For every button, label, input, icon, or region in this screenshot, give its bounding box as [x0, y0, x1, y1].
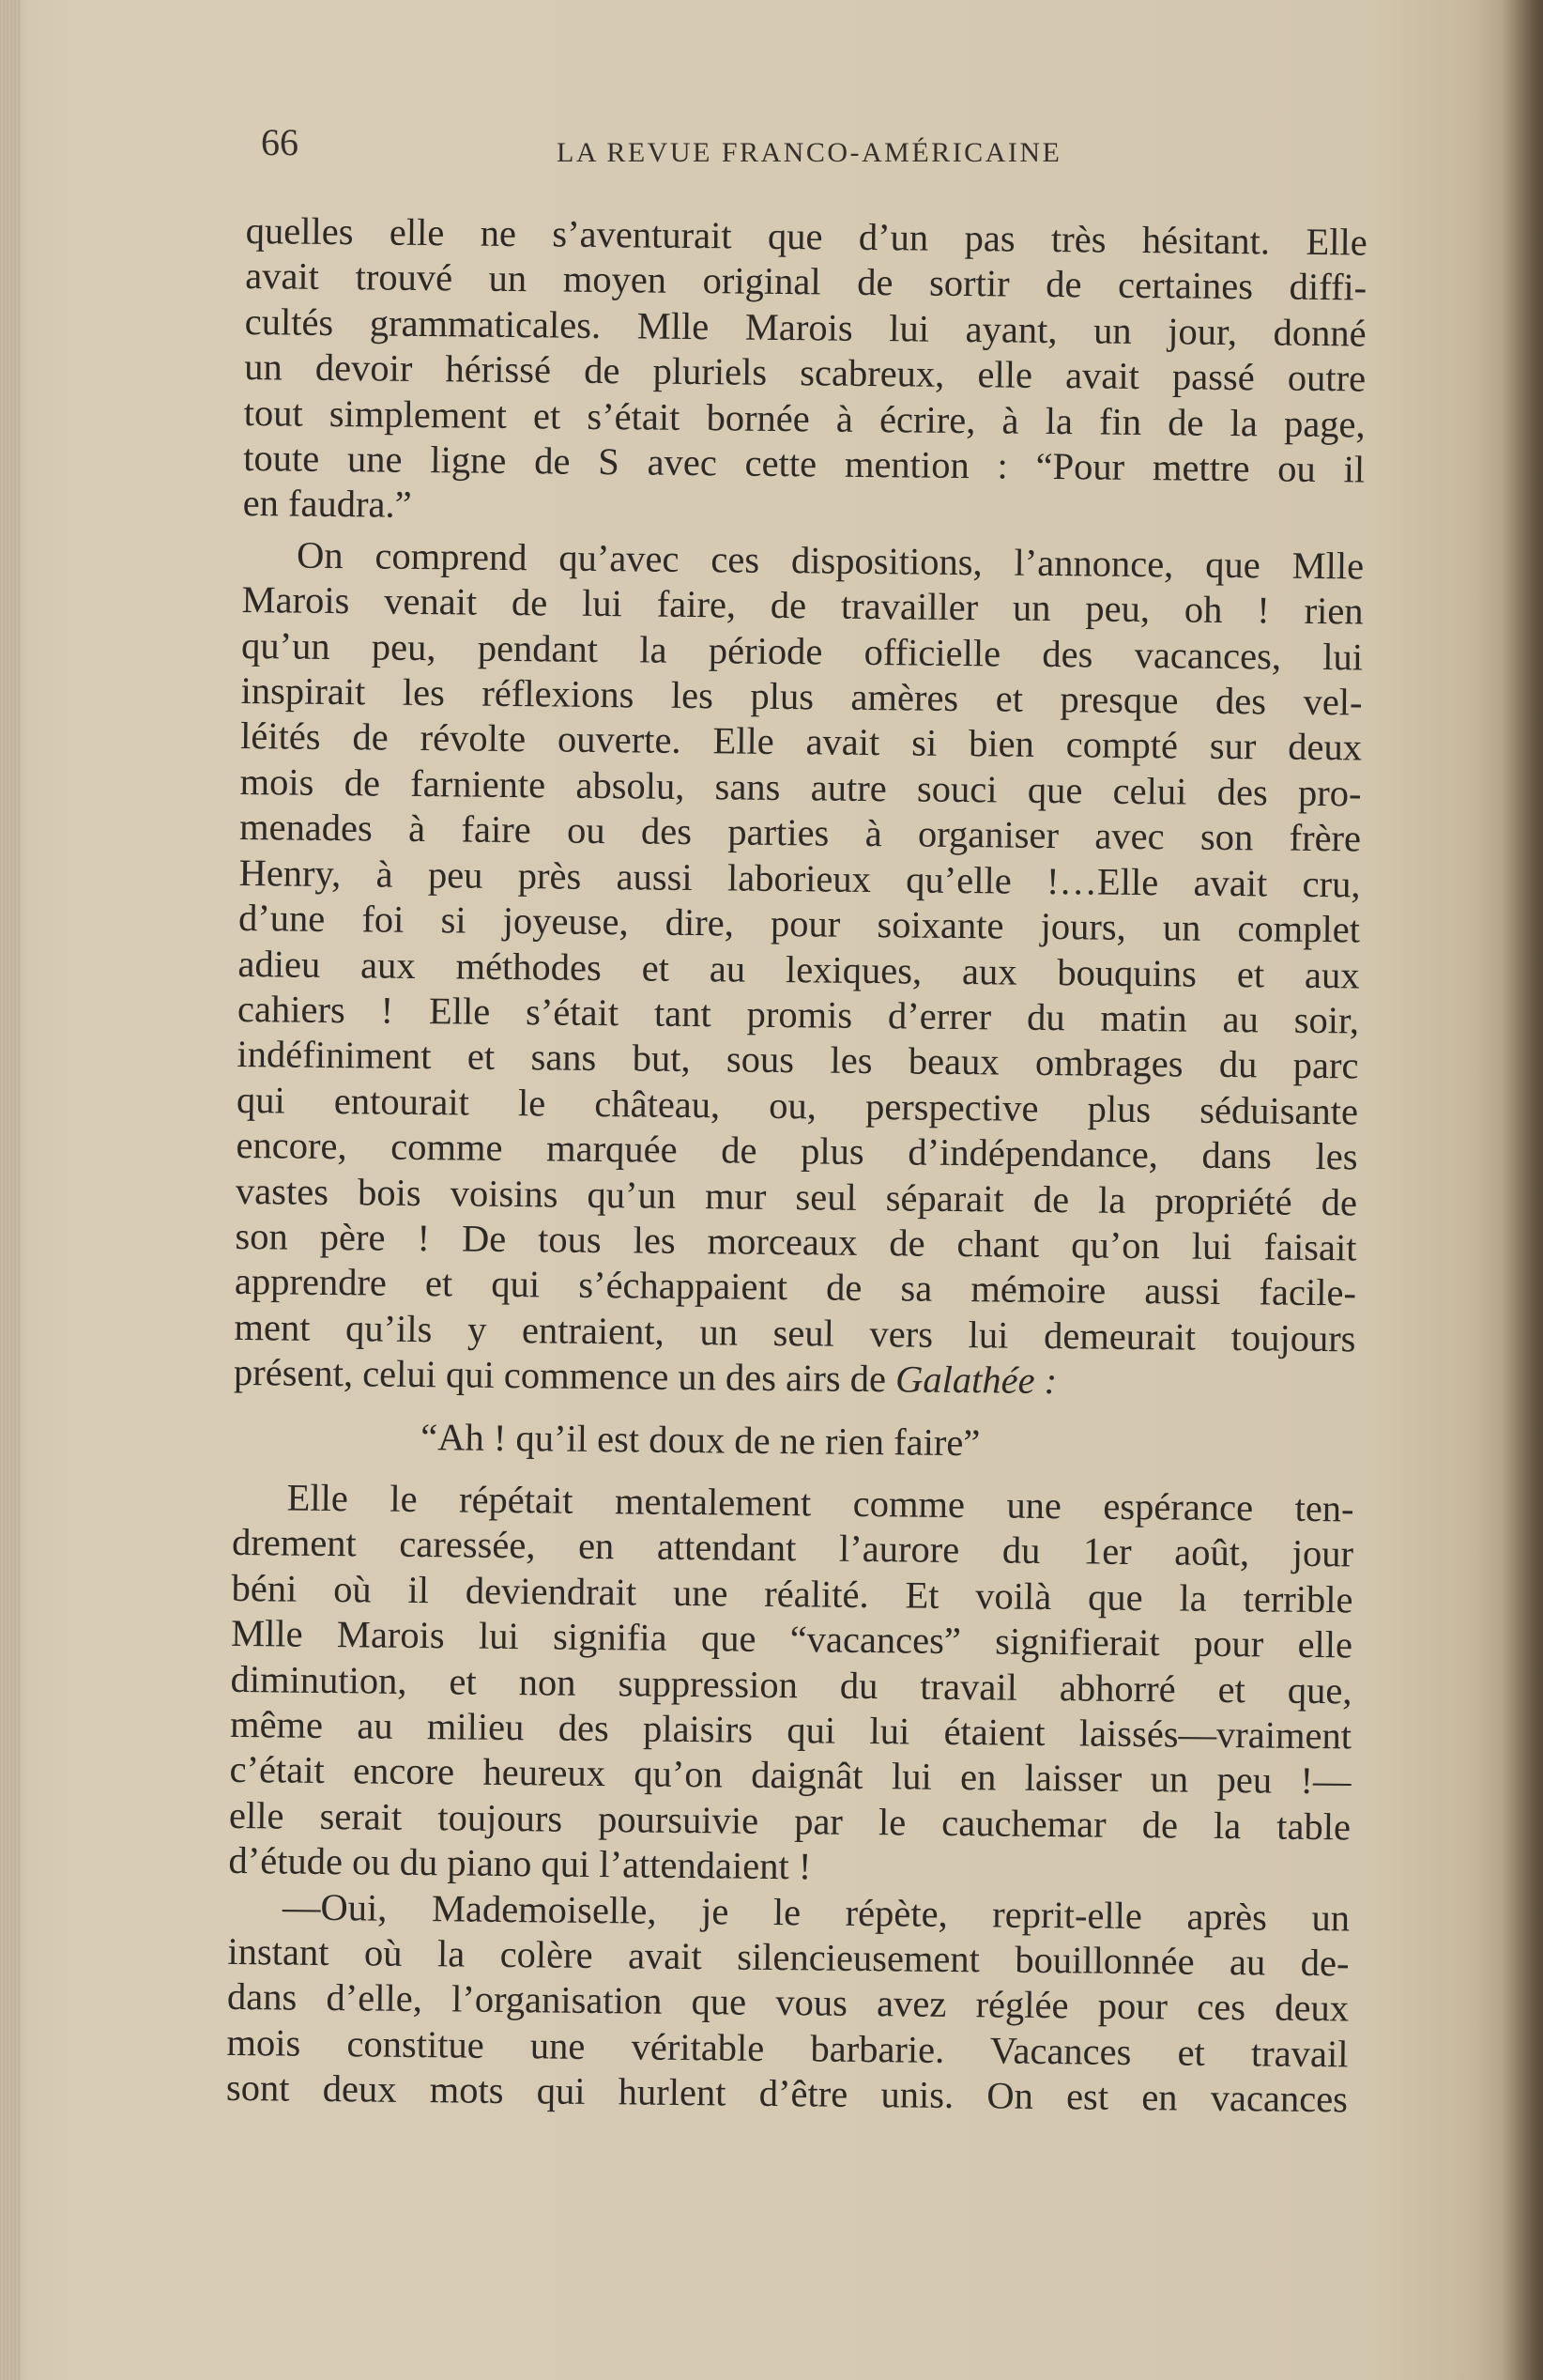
text-line: c’était encore heureux qu’on daignât lui en laisser un peu !—: [229, 1748, 1352, 1803]
text-line: un devoir hérissé de pluriels scabreux, elle avait passé outre: [243, 345, 1367, 400]
text-line: d’étude ou du piano qui l’attendaient !: [228, 1839, 812, 1888]
page-header: [261, 120, 1387, 167]
paragraph-2: [234, 532, 1365, 1407]
text-line: indéfiniment et sans but, sous les beaux ombrages du parc: [237, 1033, 1359, 1087]
text-line: vastes bois voisins qu’un mur seul séparait de la propriété de: [235, 1169, 1358, 1223]
text-line: d’une foi si joyeuse, dire, pour soixante jours, un complet: [237, 897, 1361, 951]
text-line: tout simplement et s’était bornée à écrire, à la fin de la page,: [243, 391, 1366, 446]
text-line: drement caressée, en attendant l’aurore du 1er août, jour: [231, 1521, 1354, 1575]
song-quote: “Ah ! qu’il est doux de ne rien faire”: [420, 1415, 981, 1464]
text-line: toute une ligne de S avec cette mention : “Pour mettre ou il: [242, 437, 1366, 491]
text-line: qui entourait le château, ou, perspective plus séduisante: [236, 1078, 1359, 1133]
body-text: [226, 208, 1367, 2123]
paragraph-1: [242, 208, 1367, 538]
text-line: qu’un peu, pendant la période officielle des vacances, lui: [240, 623, 1364, 679]
text-fragment: présent, celui qui commence un des airs de: [233, 1351, 896, 1401]
text-line: même au milieu des plaisirs qui lui étaient laissés—vraiment: [229, 1702, 1352, 1758]
page-left-edge: [0, 0, 21, 2380]
text-line: cultés grammaticales. Mlle Marois lui ayant, un jour, donné: [244, 299, 1367, 355]
text-line: béni où il deviendrait une réalité. Et voilà que la terrible: [231, 1566, 1353, 1621]
text-line: Elle le répétait mentalement comme une espérance ten-: [286, 1476, 1354, 1530]
text-line: avait trouvé un moyen original de sortir de certaines diffi-: [245, 254, 1367, 309]
page-right-edge-shadow: [1502, 0, 1543, 2380]
text-line: instant où la colère avait silencieusement bouillonnée au de-: [227, 1929, 1350, 1985]
text-line: encore, comme marquée de plus d’indépendance, dans les: [236, 1124, 1358, 1178]
text-line: Mlle Marois lui signifia que “vacances” signifierait pour elle: [230, 1612, 1353, 1666]
text-line: mois de farniente absolu, sans autre souci que celui des pro-: [239, 760, 1362, 815]
text-line: Henry, à peu près aussi laborieux qu’elle !…Elle avait cru,: [238, 851, 1361, 906]
text-line: dans d’elle, l’organisation que vous avez réglée pour ces deux: [226, 1975, 1350, 2030]
text-line: ment qu’ils y entraient, un seul vers lui demeurait toujours: [234, 1305, 1356, 1360]
text-line: apprendre et qui s’échappaient de sa mémoire aussi facile-: [234, 1260, 1357, 1314]
text-line: léités de révolte ouverte. Elle avait si bien compté sur deux: [239, 714, 1363, 769]
text-line: menades à faire ou des parties à organiser avec son frère: [238, 806, 1362, 860]
running-head: LA REVUE FRANCO-AMÉRICAINE: [557, 137, 1062, 168]
text-line: elle serait toujours poursuivie par le cauchemar de la table: [228, 1793, 1352, 1849]
italic-title: Galathée :: [894, 1358, 1058, 1403]
text-line: son père ! De tous les morceaux de chant qu’on lui faisait: [235, 1214, 1357, 1269]
text-line: mois constitue une véritable barbarie. Vacances et travail: [226, 2020, 1349, 2076]
text-line: cahiers ! Elle s’était tant promis d’errer du matin au soir,: [237, 987, 1360, 1042]
text-line: en faudra.”: [242, 482, 412, 527]
text-line: adieu aux méthodes et au lexiques, aux bouquins et aux: [237, 942, 1360, 996]
text-line: sont deux mots qui hurlent d’être unis. On est en vacances: [225, 2066, 1349, 2121]
paragraph-3: [228, 1475, 1353, 1896]
paragraph-4: [226, 1884, 1350, 2124]
text-line: Marois venait de lui faire, de travailler un peu, oh ! rien: [241, 578, 1364, 633]
text-line: On comprend qu’avec ces dispositions, l’annonce, que Mlle: [296, 533, 1365, 588]
text-line: quelles elle ne s’aventurait que d’un pas très hésitant. Elle: [245, 208, 1367, 264]
page-number: 66: [261, 121, 298, 163]
text-line: diminution, et non suppression du travail abhorré et que,: [230, 1657, 1352, 1712]
text-line: —Oui, Mademoiselle, je le répète, reprit-elle après un: [282, 1885, 1351, 1940]
text-line: inspirait les réflexions les plus amères et presque des vel-: [240, 669, 1363, 724]
